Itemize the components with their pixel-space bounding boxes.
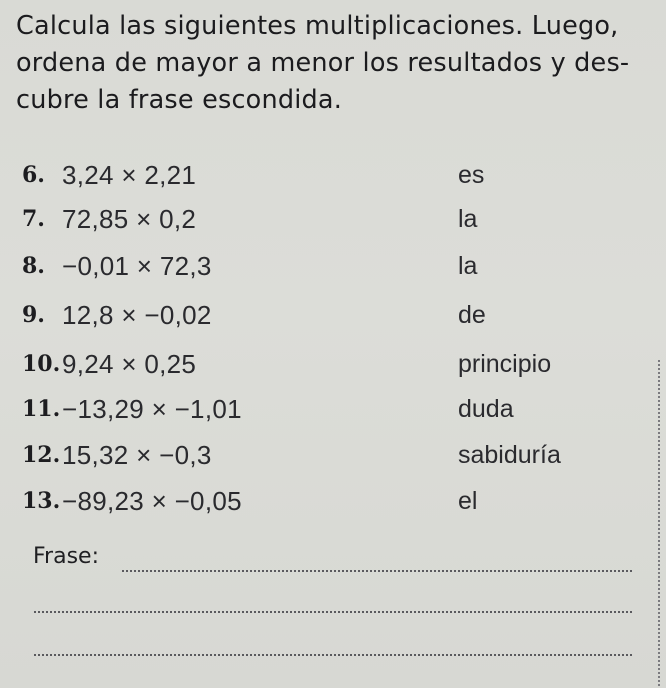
exercise-row <box>0 249 666 289</box>
exercise-word: principio <box>458 350 552 378</box>
exercise-word: sabiduría <box>458 441 561 469</box>
exercise-expression: 12,8 × −0,02 <box>62 300 212 330</box>
exercise-expression: 9,24 × 0,25 <box>62 349 197 379</box>
answer-line[interactable] <box>122 570 632 572</box>
exercise-word: la <box>458 252 478 280</box>
exercise-word: el <box>458 487 478 515</box>
exercise-expression: −89,23 × −0,05 <box>62 486 242 516</box>
instructions-line-3: cubre la frase escondida. <box>16 85 343 115</box>
instructions-line-1: Calcula las siguientes multiplicaciones. Luego, <box>16 11 619 41</box>
exercise-row <box>0 438 666 478</box>
exercise-expression: 72,85 × 0,2 <box>62 204 197 234</box>
exercise-number: 8. <box>22 253 45 279</box>
exercise-word: duda <box>458 395 514 423</box>
exercise-word: es <box>458 161 485 189</box>
instructions-line-2: ordena de mayor a menor los resultados y des- <box>16 48 630 78</box>
exercise-number: 10. <box>22 351 61 377</box>
exercise-row <box>0 298 666 338</box>
exercise-word: la <box>458 205 478 233</box>
exercise-number: 12. <box>22 442 61 468</box>
exercise-number: 6. <box>22 162 45 188</box>
instructions <box>16 8 656 119</box>
exercise-word: de <box>458 301 486 329</box>
exercise-number: 7. <box>22 206 45 232</box>
exercise-row <box>0 202 666 242</box>
exercise-number: 13. <box>22 488 61 514</box>
answer-line[interactable] <box>34 654 632 656</box>
frase-label: Frase: <box>33 544 99 569</box>
exercise-row <box>0 158 666 198</box>
exercise-number: 11. <box>22 396 61 422</box>
exercise-expression: 15,32 × −0,3 <box>62 440 212 470</box>
answer-line[interactable] <box>34 611 632 613</box>
exercise-expression: 3,24 × 2,21 <box>62 160 197 190</box>
exercise-expression: −0,01 × 72,3 <box>62 251 212 281</box>
fold-line <box>658 360 660 686</box>
exercise-number: 9. <box>22 302 45 328</box>
exercise-row <box>0 392 666 432</box>
exercise-row <box>0 484 666 524</box>
exercise-row <box>0 347 666 387</box>
exercise-expression: −13,29 × −1,01 <box>62 394 242 424</box>
